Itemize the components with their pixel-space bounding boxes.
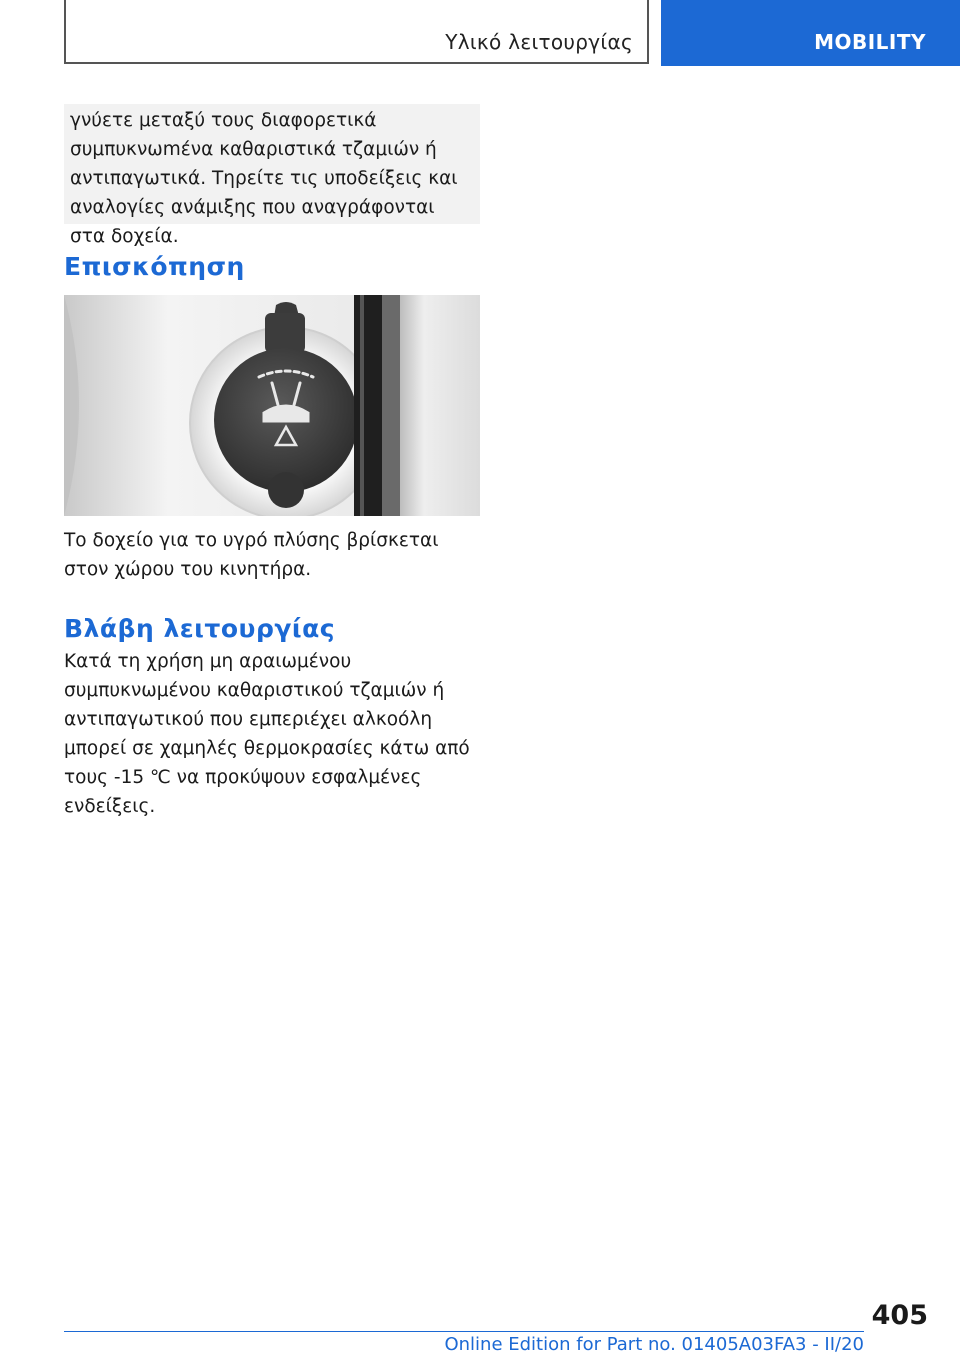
edition-footer: Online Edition for Part no. 01405A03FA3 - II/20 (444, 1334, 864, 1355)
chapter-tab-label: MOBILITY (814, 30, 926, 54)
page-number: 405 (871, 1300, 928, 1331)
note-text: γνύετε μεταξύ τους διαφορετικά συμπυκνωmένα καθαριστικά τζαμιών ή αντιπαγωτικά. Τηρείτε τις υποδείξεις και αναλογίες ανάμιξης που αναγράφονται στα δοχεία. (70, 110, 458, 247)
note-box (64, 104, 480, 247)
overview-heading: Επισκόπηση (64, 252, 245, 281)
figure-caption: Το δοχείο για το υγρό πλύσης βρίσκεται στον χώρου του κινητήρα. (64, 530, 439, 580)
chapter-tab[interactable] (661, 0, 960, 66)
section-title: Υλικό λειτουργίας (445, 30, 633, 54)
washer-reservoir-figure (64, 295, 480, 516)
header-box (64, 0, 649, 64)
fault-heading: Βλάβη λειτουργίας (64, 614, 336, 643)
footer-divider (64, 1331, 864, 1332)
fault-text: Κατά τη χρήση μη αραιωμένου συμπυκνωμένου καθαριστικού τζαμιών ή αντιπαγωτικού που εμπεριέχει αλκοόλη μπορεί σε χαμηλές θερμοκρασίες κάτω από τους -15 ℃ να προκύψουν εσφαλμένες ενδείξεις. (64, 651, 470, 817)
washer-reservoir-illustration (64, 295, 480, 516)
